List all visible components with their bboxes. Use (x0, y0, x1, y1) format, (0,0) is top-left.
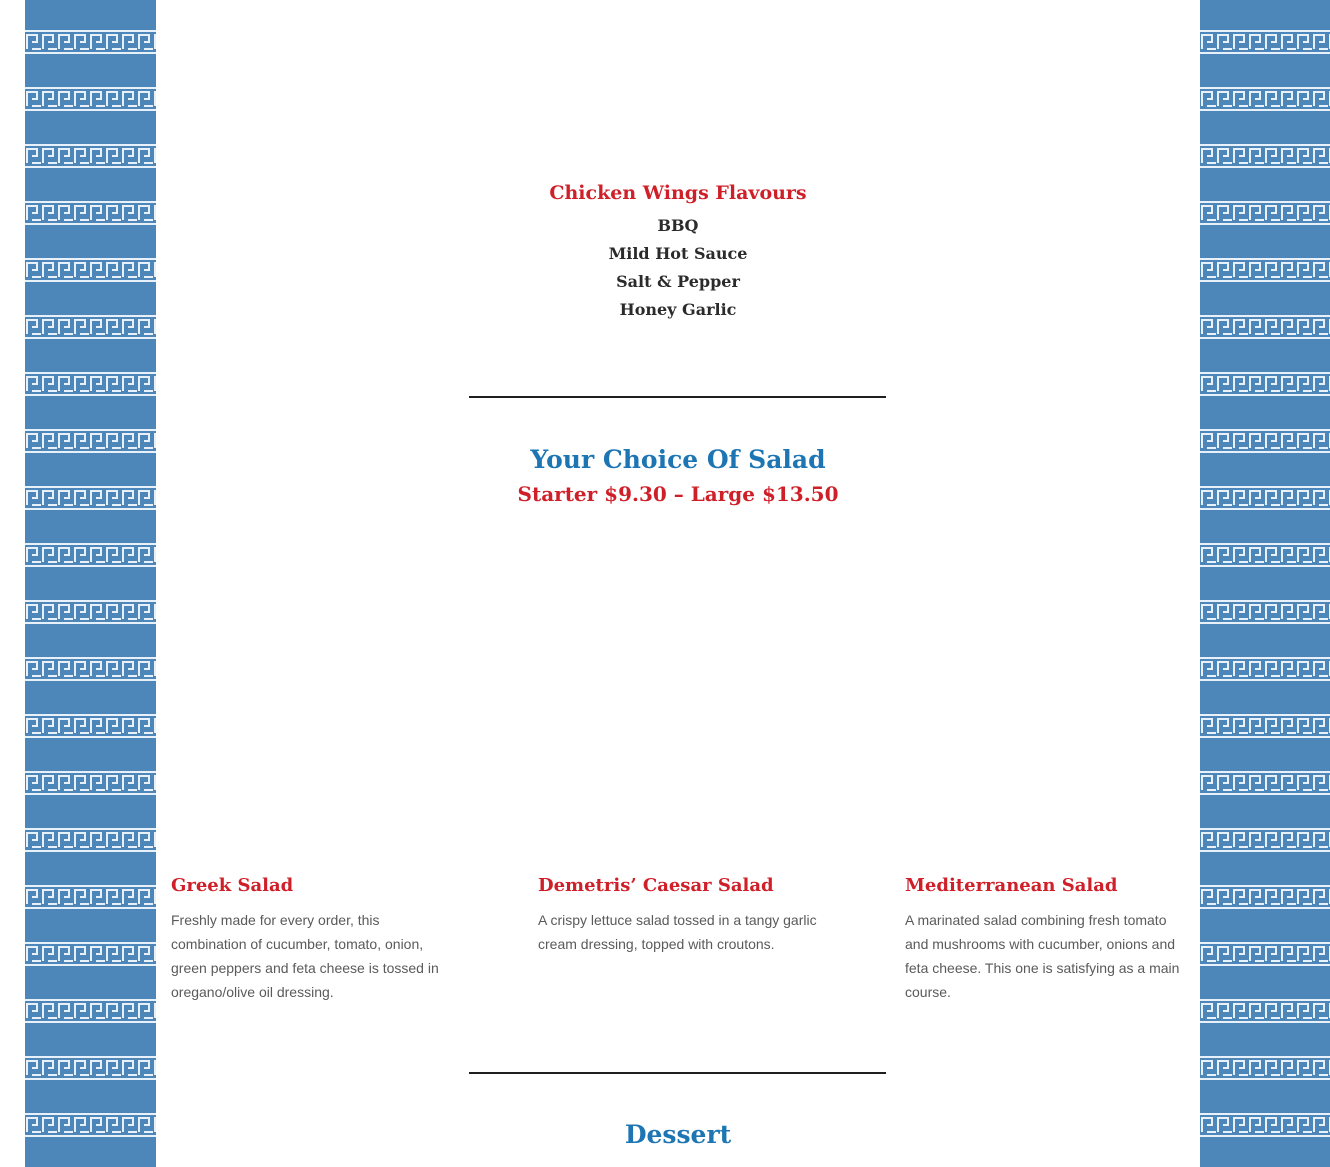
greek-key-pattern-icon (1200, 0, 1330, 1167)
flavour-item: Mild Hot Sauce (608, 244, 748, 263)
dessert-section-title: Dessert (624, 1120, 732, 1149)
salad-section-title: Your Choice Of Salad (530, 445, 826, 474)
salad-description: A marinated salad combining fresh tomato and mushrooms with cucumber, onions and feta cheese. This one is satisfying as a main course. (905, 912, 1180, 1000)
salad-name: Greek Salad (171, 875, 294, 896)
salad-name: Mediterranean Salad (905, 875, 1118, 896)
wings-flavours-list (156, 212, 1200, 324)
flavour-item: Honey Garlic (619, 300, 737, 319)
salad-name: Demetris’ Caesar Salad (538, 875, 774, 896)
salad-description: A crispy lettuce salad tossed in a tangy garlic cream dressing, topped with croutons. (538, 912, 817, 952)
section-divider (469, 396, 886, 398)
salad-card-greek (171, 875, 456, 1004)
menu-content (156, 0, 1200, 1167)
greek-key-pattern-icon (25, 0, 156, 1167)
flavour-item: Salt & Pepper (616, 272, 740, 291)
section-divider (469, 1072, 886, 1074)
right-greek-key-border (1200, 0, 1330, 1167)
flavour-item: BBQ (657, 216, 699, 235)
salad-price: Starter $9.30 – Large $13.50 (517, 482, 839, 506)
salad-card-caesar (538, 875, 823, 956)
wings-flavours-title: Chicken Wings Flavours (549, 182, 807, 204)
left-greek-key-border (25, 0, 156, 1167)
salad-card-mediterranean (905, 875, 1190, 1004)
salad-description: Freshly made for every order, this combination of cucumber, tomato, onion, green peppers and feta cheese is tossed in oregano/olive oil dressing. (171, 912, 439, 1000)
